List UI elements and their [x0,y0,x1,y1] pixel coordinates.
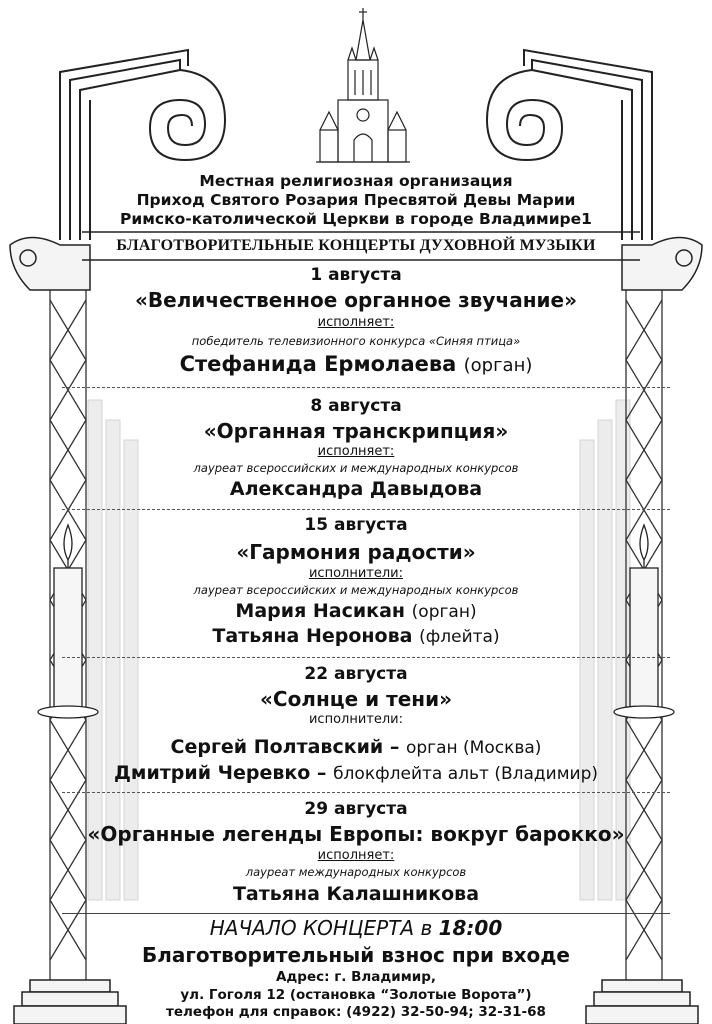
performer-name: Дмитрий Черевко – [114,762,327,784]
concert-1-date: 1 августа [310,265,402,285]
concert-2-performer: Александра Давыдова [229,478,483,500]
concert-2-title: «Органная транскрипция» [203,419,509,443]
concert-1-performer [0,352,712,376]
start-time-value: 18:00 [438,916,503,940]
concert-1-role: исполняет: [317,315,395,330]
concert-5-role: исполняет: [317,848,395,863]
performer-instrument: (орган) [463,355,533,376]
concert-start-time [0,916,712,940]
concert-separator [62,792,670,793]
concert-5-note: лауреат международных конкурсов [245,865,467,879]
performer-name: Сергей Полтавский – [170,736,400,758]
phone-line: телефон для справок: (4922) 32-50-94; 32-31-68 [166,1004,546,1020]
cathedral-icon [316,8,410,162]
charity-fee-note: Благотворительный взнос при входе [141,943,570,967]
organization-name-line-1: Местная религиозная организация [199,172,513,190]
concert-3-performer-1 [0,600,712,622]
concert-3-date: 15 августа [304,515,408,535]
concert-2-role: исполняет: [317,444,395,459]
address-line-2: ул. Гоголя 12 (остановка “Золотые Ворота”) [180,987,532,1003]
concert-separator [62,657,670,658]
concert-1-note: победитель телевизионного конкурса «Синяя птица» [191,334,521,348]
concert-separator [62,387,670,388]
performer-instrument: орган (Москва) [405,738,542,758]
concert-3-note: лауреат всероссийских и международных конкурсов [193,583,519,597]
concert-4-performer-1 [0,736,712,758]
performer-name: Стефанида Ермолаева [179,352,457,376]
concert-3-performer-2 [0,625,712,647]
address-line-1: Адрес: г. Владимир, [275,969,437,985]
start-label: НАЧАЛО КОНЦЕРТА в [209,916,433,940]
concert-4-date: 22 августа [304,664,408,684]
footer-separator [62,913,670,914]
concert-2-note: лауреат всероссийских и международных конкурсов [193,461,519,475]
concert-4-title: «Солнце и тени» [259,687,453,711]
concert-5-date: 29 августа [304,799,408,819]
concert-3-role: исполнители: [308,566,403,581]
performer-instrument: (флейта) [419,627,500,647]
performer-name: Мария Насикан [235,600,406,622]
performer-name: Татьяна Неронова [212,625,413,647]
performer-instrument: блокфлейта альт (Владимир) [333,764,598,784]
concert-4-performer-2 [0,762,712,784]
concert-4-role: исполнители: [308,712,403,727]
concert-3-title: «Гармония радости» [236,540,476,564]
concert-1-title: «Величественное органное звучание» [134,288,578,312]
concert-5-performer: Татьяна Калашникова [232,883,480,905]
concert-5-title: «Органные легенды Европы: вокруг барокко» [87,822,625,846]
organization-name-line-3: Римско-католической Церкви в городе Владимире1 [120,210,592,228]
performer-instrument: (орган) [411,602,477,622]
organization-name-line-2: Приход Святого Розария Пресвятой Девы Марии [136,191,576,209]
concerts-banner: БЛАГОТВОРИТЕЛЬНЫЕ КОНЦЕРТЫ ДУХОВНОЙ МУЗЫКИ [116,237,596,254]
concert-2-date: 8 августа [310,396,402,416]
concert-separator [62,509,670,510]
